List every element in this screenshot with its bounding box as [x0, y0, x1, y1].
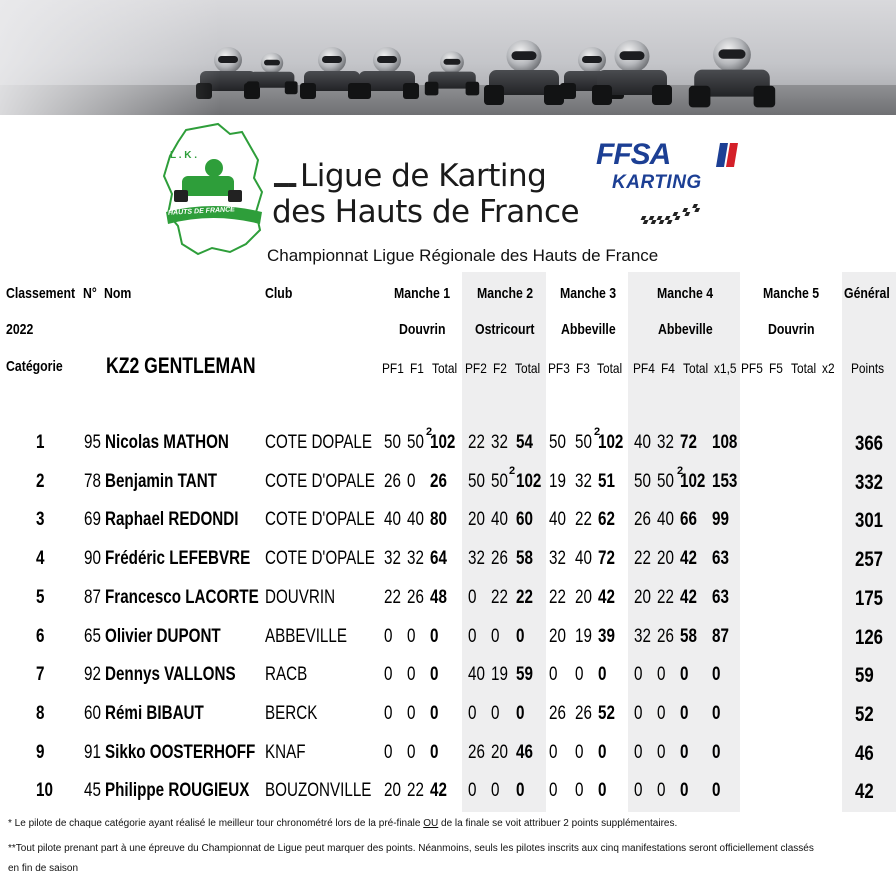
venue-manche-1: Douvrin: [399, 321, 446, 338]
row-club: RACB: [265, 664, 308, 686]
m1-cell: 0: [384, 664, 393, 686]
row-driver-name: Francesco LACORTE: [105, 586, 259, 608]
row-club: COTE DOPALE: [265, 432, 372, 453]
header-manche-5: Manche 5: [763, 285, 820, 302]
m2-cell: 22: [516, 586, 533, 608]
ffsa-karting-logo: [596, 138, 746, 198]
bonus-superscript: 2: [426, 426, 433, 438]
ffsa-karting-text: KARTING: [612, 172, 702, 193]
row-driver-name: Sikko OOSTERHOFF: [105, 741, 256, 763]
m4-cell: 63: [712, 586, 729, 608]
row-general-points: 175: [855, 586, 884, 610]
m2-cell: 22: [491, 586, 508, 608]
m3-cell: 0: [575, 664, 584, 686]
m4-cell: 58: [680, 625, 697, 647]
subcol-pf1: PF1: [382, 360, 404, 376]
row-driver-name: Raphael REDONDI: [105, 509, 239, 531]
category-name: KZ2 GENTLEMAN: [106, 353, 256, 378]
header-manche-3: Manche 3: [560, 285, 617, 302]
m1-cell: 0: [384, 741, 393, 763]
header-general: Général: [844, 285, 890, 302]
row-club: COTE D'OPALE: [265, 470, 375, 492]
bonus-superscript: 2: [677, 464, 684, 477]
venue-manche-5: Douvrin: [768, 321, 815, 338]
m2-cell: 0: [491, 625, 500, 647]
m1-cell: 0: [384, 702, 393, 724]
m4-cell: 0: [712, 664, 721, 686]
m4-cell: 26: [634, 509, 651, 531]
m1-cell: 0: [407, 470, 416, 492]
m4-cell: 22: [634, 548, 651, 570]
row-position: 9: [36, 741, 45, 763]
m3-cell: 19: [575, 625, 592, 647]
row-general-points: 332: [855, 470, 884, 494]
championship-title: Championnat Ligue Régionale des Hauts de France: [267, 246, 659, 265]
table-row: [0, 617, 896, 655]
m1-cell: 20: [384, 780, 401, 802]
m1-cell: 26: [430, 470, 447, 492]
m3-cell: 0: [549, 780, 558, 802]
header-classement: Classement: [6, 285, 76, 302]
ffsa-flag-icon: [716, 143, 738, 167]
kart-image: [355, 47, 419, 103]
subcol-pf3: PF3: [548, 360, 570, 376]
row-position: 3: [36, 509, 45, 531]
subcol-total1: Total: [432, 360, 458, 376]
subcol-total2: Total: [515, 360, 541, 376]
m1-cell: 0: [430, 664, 439, 686]
m4-cell: 32: [657, 432, 674, 453]
m3-cell: 20: [575, 586, 592, 608]
m3-cell: 20: [549, 625, 566, 647]
row-general-points: 126: [855, 625, 884, 649]
header-manche-1: Manche 1: [394, 285, 451, 302]
row-general-points: 301: [855, 509, 884, 533]
m2-cell: 32: [491, 432, 508, 453]
m4-cell: 0: [712, 702, 721, 724]
m2-cell: 60: [516, 509, 533, 531]
subcol-total5: Total: [791, 360, 817, 376]
region-map-logo: [158, 120, 268, 258]
m2-cell: 26: [491, 548, 508, 570]
m1-cell: 0: [430, 741, 439, 763]
table-row: [0, 423, 896, 461]
table-row: [0, 462, 896, 500]
m4-cell: 0: [634, 702, 643, 724]
kart-image: [689, 37, 775, 113]
m4-cell: 0: [712, 780, 721, 802]
header-club: Club: [265, 285, 293, 302]
m4-cell: 87: [712, 625, 729, 647]
m4-cell: 99: [712, 509, 729, 531]
m3-cell: 32: [549, 548, 566, 570]
m2-cell: 54: [516, 432, 533, 453]
m2-cell: 20: [491, 741, 508, 763]
m4-cell: 153: [712, 470, 738, 492]
m1-cell: 40: [384, 509, 401, 531]
m3-cell: 40: [549, 509, 566, 531]
m3-cell: 0: [598, 780, 607, 802]
row-driver-name: Rémi BIBAUT: [105, 702, 204, 724]
subcol-f4: F4: [661, 360, 675, 376]
m1-cell: 42: [430, 780, 447, 802]
subcol-pf5: PF5: [741, 360, 763, 376]
m1-cell: 26: [384, 470, 401, 492]
m4-cell: 0: [657, 702, 666, 724]
subcol-points: Points: [851, 360, 885, 376]
m2-cell: 0: [516, 780, 525, 802]
row-driver-name: Frédéric LEFEBVRE: [105, 548, 251, 570]
m4-cell: 0: [680, 664, 689, 686]
ffsa-wordmark: FFSA: [596, 138, 671, 171]
venue-manche-4: Abbeville: [658, 321, 713, 338]
m2-cell: 50: [491, 470, 508, 492]
m2-cell: 0: [516, 625, 525, 647]
m1-cell: 50: [384, 432, 401, 453]
table-row: [0, 578, 896, 616]
m2-cell: 40: [468, 664, 485, 686]
row-general-points: 59: [855, 664, 874, 688]
m3-cell: 72: [598, 548, 615, 570]
m3-cell: 62: [598, 509, 615, 531]
m2-cell: 0: [468, 702, 477, 724]
header-manche-2: Manche 2: [477, 285, 534, 302]
row-general-points: 257: [855, 548, 884, 572]
m2-cell: 20: [468, 509, 485, 531]
m3-cell: 102: [598, 432, 624, 453]
m2-cell: 26: [468, 741, 485, 763]
subcol-x15: x1,5: [714, 360, 737, 376]
m4-cell: 0: [657, 741, 666, 763]
m4-cell: 72: [680, 432, 697, 453]
header-manche-4: Manche 4: [657, 285, 714, 302]
m3-cell: 0: [549, 741, 558, 763]
m4-cell: 0: [657, 664, 666, 686]
m1-cell: 32: [384, 548, 401, 570]
m4-cell: 102: [680, 470, 706, 492]
m4-cell: 20: [634, 586, 651, 608]
header-year: 2022: [6, 321, 34, 338]
m1-cell: 32: [407, 548, 424, 570]
m1-cell: 48: [430, 586, 447, 608]
row-club: DOUVRIN: [265, 586, 336, 608]
subcol-f2: F2: [493, 360, 507, 376]
row-number: 45: [84, 780, 101, 802]
bonus-superscript: 2: [509, 464, 516, 477]
subcol-f5: F5: [769, 360, 783, 376]
m3-cell: 0: [598, 741, 607, 763]
m2-cell: 0: [491, 780, 500, 802]
header-name: Nom: [104, 285, 132, 302]
row-position: 6: [36, 625, 45, 647]
subcol-pf4: PF4: [633, 360, 655, 376]
m4-cell: 0: [657, 780, 666, 802]
region-logo-initials: L . K .: [170, 150, 198, 161]
league-title-line1: Ligue de Karting: [300, 158, 547, 194]
row-number: 78: [84, 470, 101, 492]
m1-cell: 50: [407, 432, 424, 453]
subcol-total4: Total: [683, 360, 709, 376]
m4-cell: 22: [657, 586, 674, 608]
m3-cell: 50: [549, 432, 566, 453]
m1-cell: 0: [407, 664, 416, 686]
m3-cell: 26: [549, 702, 566, 724]
m3-cell: 0: [549, 664, 558, 686]
m2-cell: 40: [491, 509, 508, 531]
row-number: 95: [84, 432, 101, 453]
kart-image: [425, 51, 479, 99]
row-number: 92: [84, 664, 101, 686]
m4-cell: 42: [680, 548, 697, 570]
m4-cell: 50: [657, 470, 674, 492]
m3-cell: 0: [575, 780, 584, 802]
row-driver-name: Nicolas MATHON: [105, 432, 229, 453]
row-driver-name: Benjamin TANT: [105, 470, 218, 492]
table-row: [0, 500, 896, 538]
m2-cell: 46: [516, 741, 533, 763]
footnote-fastest-lap: [8, 818, 677, 829]
row-club: COTE D'OPALE: [265, 509, 375, 531]
m1-cell: 0: [430, 625, 439, 647]
row-club: COTE D'OPALE: [265, 548, 375, 570]
row-position: 7: [36, 664, 45, 686]
row-position: 5: [36, 586, 45, 608]
row-general-points: 52: [855, 702, 874, 726]
m1-cell: 0: [407, 702, 416, 724]
m1-cell: 80: [430, 509, 447, 531]
m3-cell: 32: [575, 470, 592, 492]
header-category-label: Catégorie: [6, 358, 63, 375]
footnote-text: * Le pilote de chaque catégorie ayant réalisé le meilleur tour chronométré lors de la pré-finale: [8, 818, 424, 829]
row-position: 2: [36, 470, 45, 492]
m4-cell: 0: [680, 741, 689, 763]
footnote-classification: **Tout pilote prenant part à une épreuve du Championnat de Ligue peut marquer des points. Néanmoins, seuls les pilotes inscrits aux cinq manifestations seront officiellement classés: [8, 843, 814, 854]
row-driver-name: Dennys VALLONS: [105, 664, 236, 686]
venue-manche-3: Abbeville: [561, 321, 616, 338]
m1-cell: 22: [407, 780, 424, 802]
m4-cell: 40: [657, 509, 674, 531]
m3-cell: 42: [598, 586, 615, 608]
table-row: [0, 733, 896, 771]
m4-cell: 0: [634, 664, 643, 686]
footnote-classification-cont: en fin de saison: [8, 863, 79, 874]
row-club: BOUZONVILLE: [265, 780, 372, 802]
table-row: [0, 771, 896, 809]
m4-cell: 26: [657, 625, 674, 647]
row-position: 8: [36, 702, 45, 724]
row-number: 65: [84, 625, 101, 647]
league-title: [272, 158, 579, 230]
checkered-flag-icon: [634, 204, 706, 226]
m4-cell: 40: [634, 432, 651, 453]
speed-lines: ▪▪▪▪▪▪: [273, 177, 296, 194]
m1-cell: 0: [430, 702, 439, 724]
m1-cell: 64: [430, 548, 447, 570]
row-club: BERCK: [265, 702, 318, 724]
row-position: 10: [36, 780, 53, 802]
row-number: 90: [84, 548, 101, 570]
m3-cell: 0: [575, 741, 584, 763]
m3-cell: 22: [549, 586, 566, 608]
header-number: N°: [83, 285, 97, 302]
m4-cell: 0: [680, 702, 689, 724]
subcol-f1: F1: [410, 360, 424, 376]
table-row: [0, 539, 896, 577]
footnote-text: de la finale se voit attribuer 2 points supplémentaires.: [438, 818, 678, 829]
row-driver-name: Philippe ROUGIEUX: [105, 780, 250, 802]
m4-cell: 32: [634, 625, 651, 647]
row-number: 69: [84, 509, 101, 531]
row-general-points: 366: [855, 432, 884, 455]
header-banner-photo: [0, 0, 896, 115]
m2-cell: 59: [516, 664, 533, 686]
m3-cell: 39: [598, 625, 615, 647]
m2-cell: 0: [491, 702, 500, 724]
m3-cell: 52: [598, 702, 615, 724]
m4-cell: 0: [634, 780, 643, 802]
m3-cell: 19: [549, 470, 566, 492]
m4-cell: 63: [712, 548, 729, 570]
m1-cell: 0: [407, 741, 416, 763]
m3-cell: 50: [575, 432, 592, 453]
m4-cell: 20: [657, 548, 674, 570]
m4-cell: 0: [634, 741, 643, 763]
m1-cell: 22: [384, 586, 401, 608]
m4-cell: 50: [634, 470, 651, 492]
m2-cell: 0: [468, 586, 477, 608]
row-general-points: 46: [855, 741, 874, 765]
row-driver-name: Olivier DUPONT: [105, 625, 221, 647]
m2-cell: 0: [468, 625, 477, 647]
table-row: [0, 655, 896, 693]
m3-cell: 40: [575, 548, 592, 570]
m2-cell: 102: [516, 470, 542, 492]
venue-manche-2: Ostricourt: [475, 321, 535, 338]
league-title-line2: des Hauts de France: [272, 194, 580, 230]
row-club: ABBEVILLE: [265, 625, 347, 647]
subcol-total3: Total: [597, 360, 623, 376]
m2-cell: 50: [468, 470, 485, 492]
row-club: KNAF: [265, 741, 306, 763]
subcol-x2: x2: [822, 360, 835, 376]
m4-cell: 66: [680, 509, 697, 531]
subcol-f3: F3: [576, 360, 590, 376]
m1-cell: 0: [407, 625, 416, 647]
m2-cell: 19: [491, 664, 508, 686]
bonus-superscript: 2: [594, 426, 601, 438]
kart-image: [592, 40, 672, 110]
row-number: 60: [84, 702, 101, 724]
m2-cell: 22: [468, 432, 485, 453]
m4-cell: 0: [712, 741, 721, 763]
m2-cell: 0: [468, 780, 477, 802]
row-number: 87: [84, 586, 101, 608]
row-number: 91: [84, 741, 101, 763]
kart-image: [246, 53, 297, 98]
m4-cell: 108: [712, 432, 738, 453]
m3-cell: 22: [575, 509, 592, 531]
m4-cell: 0: [680, 780, 689, 802]
m3-cell: 0: [598, 664, 607, 686]
m1-cell: 0: [384, 625, 393, 647]
m4-cell: 42: [680, 586, 697, 608]
footnote-emphasis: OU: [423, 818, 439, 829]
m1-cell: 102: [430, 432, 456, 453]
m1-cell: 40: [407, 509, 424, 531]
m1-cell: 26: [407, 586, 424, 608]
m2-cell: 0: [516, 702, 525, 724]
subcol-pf2: PF2: [465, 360, 487, 376]
m3-cell: 26: [575, 702, 592, 724]
m3-cell: 51: [598, 470, 615, 492]
row-position: 4: [36, 548, 45, 570]
table-row: [0, 694, 896, 732]
m2-cell: 32: [468, 548, 485, 570]
m2-cell: 58: [516, 548, 533, 570]
region-logo-banner-text: HAUTS DE FRANCE: [167, 206, 236, 217]
banner-fade: [0, 0, 220, 115]
row-general-points: 42: [855, 780, 874, 804]
row-position: 1: [36, 432, 45, 453]
kart-image: [484, 40, 564, 110]
